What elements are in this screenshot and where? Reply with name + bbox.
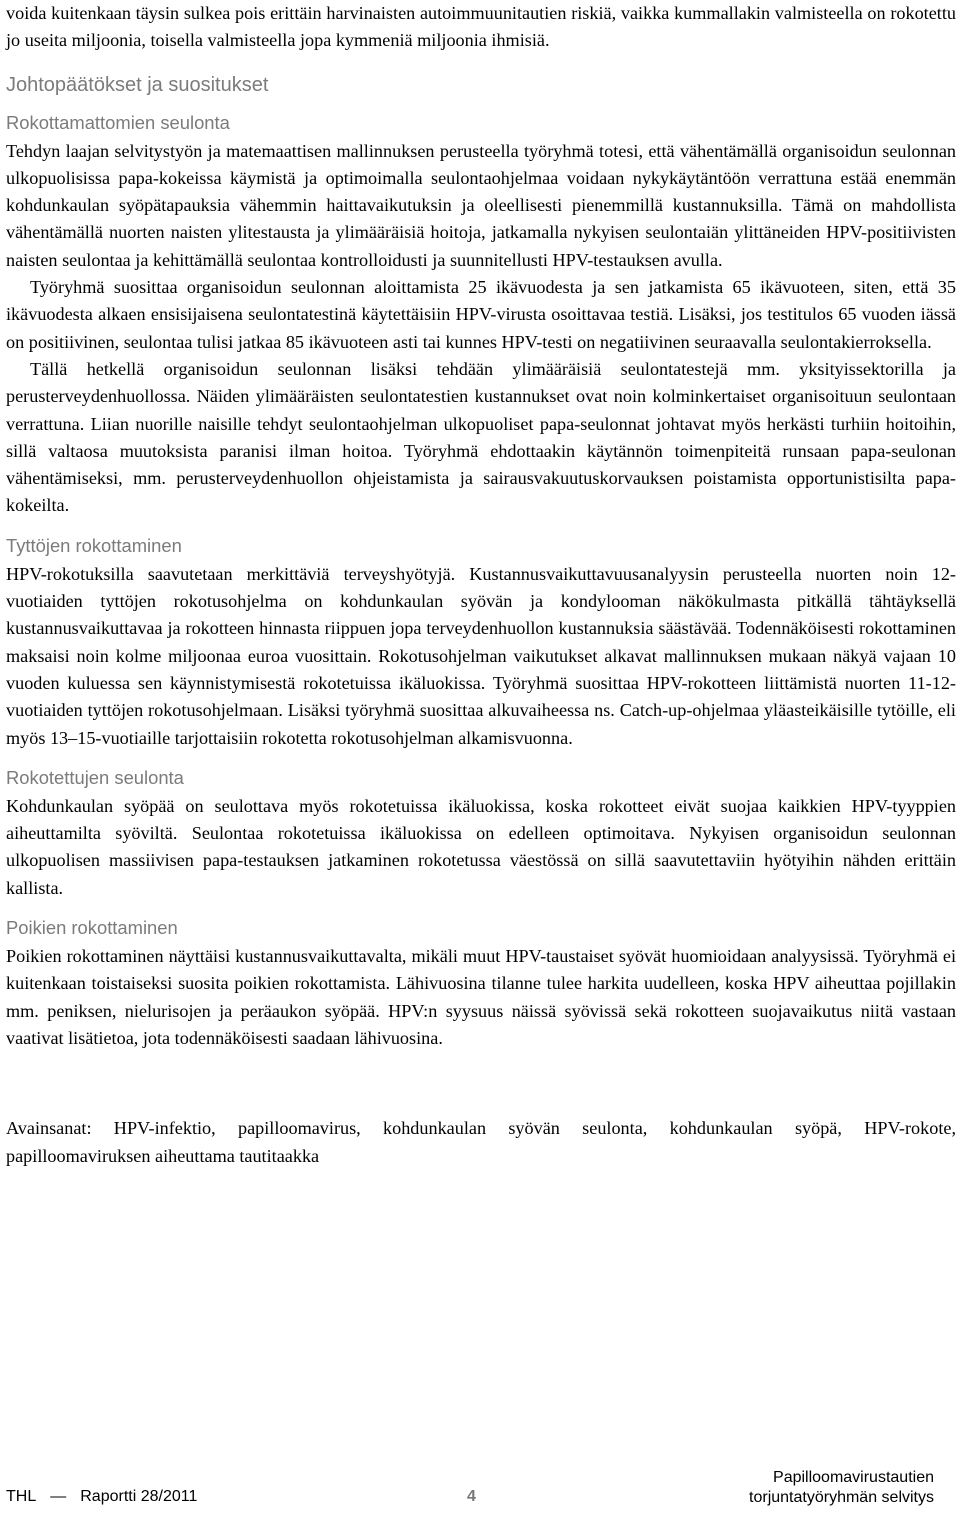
footer-dash: — xyxy=(50,1488,67,1505)
heading-boys-vaccination: Poikien rokottaminen xyxy=(6,917,178,939)
document-page xyxy=(6,0,956,1170)
paragraph: HPV-rokotuksilla saavutetaan merkittäviä terveyshyötyjä. Kustannusvaikuttavuusanalyysin perusteella nuorten noin 12-vuotiaiden tyttöjen rokotusohjelma on kohdunkaulan syövän ja kondylooman näkökulmasta pitkällä tähtäyksellä kustannusvaikuttavaa ja rokotteen hinnasta riippuen jopa terveydenhuollon kustannuksia säästävää. Todennäköisesti rokottaminen maksaisi noin kolme miljoonaa euroa vuosittain. Rokotusohjelman vaikutukset alkavat mallinnuksen mukaan näkyä vajaan 10 vuoden kuluessa sen käynnistymisestä rokotetuissa ikäluokissa. Työryhmä suosittaa HPV-rokotteen liittämistä nuorten 11-12-vuotiaiden tyttöjen rokotusohjelmaan. Lisäksi työryhmä suosittaa alkuvaiheessa ns. Catch-up-ohjelmaa yläasteikäisille tytöille, eli myös 13–15-vuotiaille tarjottaisiin rokotetta rokotusohjelman alkamisvuonna. xyxy=(6,563,956,748)
page-number: 4 xyxy=(467,1488,476,1505)
section-title: Johtopäätökset ja suositukset xyxy=(6,73,269,96)
intro-paragraph: voida kuitenkaan täysin sulkea pois erittäin harvinaisten autoimmuunitautien riskiä, vaikka kummallakin valmisteella on rokotettu jo useita miljoonia, toisella valmisteella jopa kymmeniä miljoonia ihmisiä. xyxy=(6,3,956,51)
footer-publication xyxy=(6,1487,197,1507)
paragraph: Kohdunkaulan syöpää on seulottava myös rokotetuissa ikäluokissa, koska rokotteet eivät suojaa kaikkien HPV-tyyppien aiheuttamilta syöviltä. Seulontaa rokotetuissa ikäluokissa on edelleen optimoitava. Nykyisen organisoidun seulonnan ulkopuolisen massiivisen papa-testauksen jatkaminen rokotetussa väestössä on sillä saavutettaviin hyötyihin nähden erittäin kallista. xyxy=(6,795,956,898)
paragraph: Poikien rokottaminen näyttäisi kustannusvaikuttavalta, mikäli muut HPV-taustaiset syövät huomioidaan analyysissä. Työryhmä ei kuitenkaan toistaiseksi suosita poikien rokottamista. Lähivuosina tilanne tulee harkita uudelleen, koska HPV aiheuttaa pojillakin mm. peniksen, nielurisojen ja peräaukon syöpää. HPV:n syysuus näissä syövissä sekä rokotteen suojavaikutus niitä vastaan vaativat lisätietoa, jota todennäköisesti saadaan lähivuosina. xyxy=(6,946,956,1048)
heading-vaccinated-screening: Rokotettujen seulonta xyxy=(6,766,184,788)
paragraph: Työryhmä suosittaa organisoidun seulonnan aloittamista 25 ikävuodesta ja sen jatkamista 65 ikävuoteen, siten, että 35 ikävuodesta alkaen ensisijaisena seulontatestinä käytettäisiin HPV-virusta osoittavaa testiä. Lisäksi, jos testitulos 65 vuoden iässä on positiivinen, seulontaa tulisi jatkaa 85 ikävuoteen asti tai kunnes HPV-testi on negatiivinen seuraavalla seulontakierroksella. xyxy=(6,277,956,352)
paragraph: Tehdyn laajan selvitystyön ja matemaattisen mallinnuksen perusteella työryhmä totesi, että vähentämällä organisoidun seulonnan ulkopuolisissa papa-kokeissa käymistä ja optimoimalla seulontaohjelmaa voidaan nykykäytäntöön verrattuna estää enemmän kohdunkaulan syöpätapauksia vähemmin haittavaikutuksin ja oleellisesti pienemmillä kustannuksilla. Tämä on mahdollista vähentämällä nuorten naisten ylitestausta ja ylimääräisiä hoitoja, jatkamalla nykyisen seulontaiän ylittäneiden HPV-positiivisten naisten seulontaa ja kehittämällä seulontaa kontrolloidusti ja suunnitellusti HPV-testauksen avulla. xyxy=(6,140,956,270)
footer-publisher: THL xyxy=(6,1488,37,1505)
keywords: Avainsanat: HPV-infektio, papilloomavirus, kohdunkaulan syövän seulonta, kohdunkaulan syöpä, HPV-rokote, papilloomaviruksen aiheuttama tautitaakka xyxy=(6,1118,956,1166)
heading-girls-vaccination: Tyttöjen rokottaminen xyxy=(6,534,182,556)
footer-report: Raportti 28/2011 xyxy=(80,1488,198,1505)
paragraph: Tällä hetkellä organisoidun seulonnan lisäksi tehdään ylimääräisiä seulontatestejä mm. yksityissektorilla ja perusterveydenhuollossa. Näiden ylimääräisten seulontatestien kustannukset ovat noin kolminkertaiset organisoituun seulontaan verrattuna. Liian nuorille naisille tehdyt seulontaohjelman ulkopuoliset papa-seulonnat johtavat myös herkästi turhiin hoitoihin, sillä valtaosa muutoksista paranisi ilman hoitoa. Työryhmä ehdottaakin käytännön toimenpiteitä runsaan papa-seulonan vähentämiseksi, mm. perusterveydenhuollon ohjeistamista ja sairausvakuutuskorvauksen poistamista opportunistisilta papa-kokeilta. xyxy=(6,358,956,516)
heading-unvaccinated-screening: Rokottamattomien seulonta xyxy=(6,111,230,133)
footer-title xyxy=(749,1468,934,1508)
footer-title-line2: torjuntatyöryhmän selvitys xyxy=(749,1489,934,1506)
footer-title-line1: Papilloomavirustautien xyxy=(773,1469,934,1486)
